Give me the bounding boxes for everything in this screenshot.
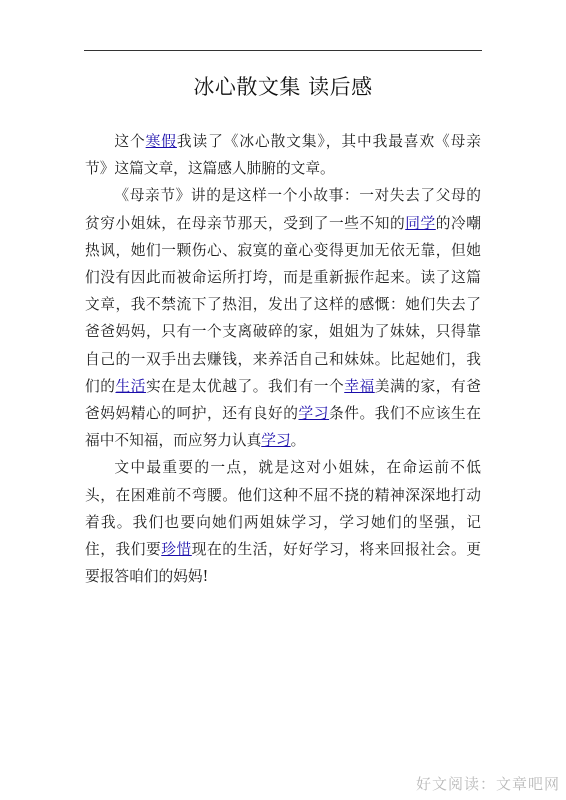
paragraph-1 (85, 128, 481, 182)
text-run: 实在是太优越了。我们有一个 (146, 377, 345, 395)
inline-link[interactable]: 珍惜 (161, 541, 192, 559)
paragraph-3 (85, 454, 481, 590)
inline-link[interactable]: 寒假 (145, 133, 177, 150)
inline-link[interactable]: 生活 (115, 377, 146, 395)
text-run: 的冷嘲热讽，她们一颗伤心、寂寞的童心变得更加无依无靠，但她们没有因此而被命运所打垮，而是重新振作起来。读了这篇文章，我不禁流下了热泪，发出了这样的感慨：她们失去了爸爸妈妈，只有一个支离破碎的家，姐姐为了妹妹，只得靠自己的一双手出去赚钱，来养活自己和妹妹。比起她们，我们的 (85, 214, 481, 395)
article-body (85, 128, 481, 590)
inline-link[interactable]: 学习 (298, 405, 330, 423)
header-rule (84, 50, 482, 51)
site-watermark: 好文阅读：文章吧网 (415, 775, 560, 793)
inline-link[interactable]: 同学 (405, 214, 436, 232)
inline-link[interactable]: 学习 (261, 432, 291, 450)
text-run: 。 (290, 432, 306, 450)
text-run: 现在的生活，好好学习，将来回报社会。更要报答咱们的妈妈! (85, 541, 481, 586)
text-run: 条件。我们不应该生在福中不知福，而应努力认真 (85, 405, 481, 450)
text-run: 我读了《冰心散文集》，其中我最喜欢《母亲节》这篇文章，这篇感人肺腑的文章。 (85, 133, 481, 178)
page-title: 冰心散文集 读后感 (193, 75, 373, 99)
text-run: 这个 (114, 133, 146, 150)
text-run: 《母亲节》讲的是这样一个小故事：一对失去了父母的贫穷小姐妹，在母亲节那天，受到了一些不知的 (85, 187, 481, 232)
paragraph-2 (85, 182, 481, 454)
text-run: 文中最重要的一点，就是这对小姐妹，在命运前不低头，在困难前不弯腰。他们这种不屈不挠的精神深深地打动着我。我们也要向她们两姐妹学习，学习她们的坚强，记住，我们要 (85, 459, 481, 559)
inline-link[interactable]: 幸福 (344, 377, 375, 395)
text-run: 美满的家，有爸爸妈妈精心的呵护，还有良好的 (85, 377, 481, 423)
